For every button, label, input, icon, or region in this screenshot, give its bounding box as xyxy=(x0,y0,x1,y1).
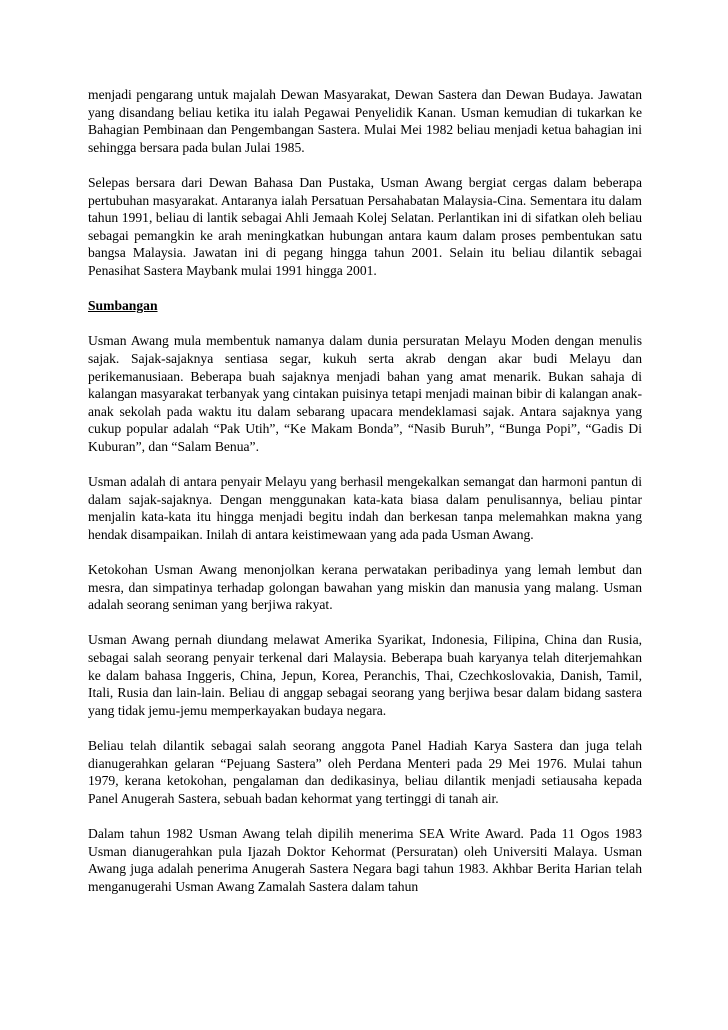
paragraph: Selepas bersara dari Dewan Bahasa Dan Pustaka, Usman Awang bergiat cergas dalam beberapa pertubuhan masyarakat. Antaranya ialah Persatuan Persahabatan Malaysia-Cina. Sementara itu dalam tahun 1991, beliau di lantik sebagai Ahli Jemaah Kolej Selatan. Perlantikan ini di sifatkan oleh beliau sebagai pemangkin ke arah meningkatkan hubungan antara kaum dalam proses pembentukan satu bangsa Malaysia. Jawatan ini di pegang hingga tahun 2001. Selain itu beliau dilantik sebagai Penasihat Sastera Maybank mulai 1991 hingga 2001. xyxy=(88,174,642,278)
paragraph: menjadi pengarang untuk majalah Dewan Masyarakat, Dewan Sastera dan Dewan Budaya. Jawatan yang disandang beliau ketika itu ialah Pegawai Penyelidik Kanan. Usman kemudian di tukarkan ke Bahagian Pembinaan dan Pengembangan Sastera. Mulai Mei 1982 beliau menjadi ketua bahagian ini sehingga bersara pada bulan Julai 1985. xyxy=(88,87,642,155)
paragraph: Dalam tahun 1982 Usman Awang telah dipilih menerima SEA Write Award. Pada 11 Ogos 1983 Usman dianugerahkan pula Ijazah Doktor Kehormat (Persuratan) oleh Universiti Malaya. Usman Awang juga adalah penerima Anugerah Sastera Negara bagi tahun 1983. Akhbar Berita Harian telah menganugerahi Usman Awang Zamalah Sastera dalam tahun xyxy=(88,825,642,894)
paragraph: Ketokohan Usman Awang menonjolkan kerana perwatakan peribadinya yang lemah lembut dan mesra, dan simpatinya terhadap golongan bawahan yang miskin dan manusia yang malang. Usman adalah seorang seniman yang berjiwa rakyat. xyxy=(88,562,642,613)
paragraph: Usman Awang mula membentuk namanya dalam dunia persuratan Melayu Moden dengan menulis sajak. Sajak-sajaknya sentiasa segar, kukuh serta akrab dengan akar budi Melayu dan perikemanusiaan. Beberapa buah sajaknya menjadi bahan yang amat menarik. Bukan sahaja di kalangan masyarakat terbanyak yang cintakan puisinya tetapi menjadi mainan bibir di kalangan anak-anak sekolah pada waktu itu dalam sebarang upacara mendeklamasi sajak. Antara sajaknya yang cukup popular adalah “Pak Utih”, “Ke Makam Bonda”, “Nasib Buruh”, “Bunga Popi”, “Gadis Di Kuburan”, dan “Salam Benua”. xyxy=(88,333,642,454)
section-heading: Sumbangan xyxy=(88,298,158,314)
paragraph: Beliau telah dilantik sebagai salah seorang anggota Panel Hadiah Karya Sastera dan juga telah dianugerahkan gelaran “Pejuang Sastera” oleh Perdana Menteri pada 29 Mei 1976. Mulai tahun 1979, kerana ketokohan, pengalaman dan dedikasinya, beliau dilantik menjadi setiausaha kepada Panel Anugerah Sastera, sebuah badan kehormat yang tertinggi di tanah air. xyxy=(88,737,642,806)
paragraph: Usman Awang pernah diundang melawat Amerika Syarikat, Indonesia, Filipina, China dan Rusia, sebagai salah seorang penyair terkenal dari Malaysia. Beberapa buah karyanya telah diterjemahkan ke dalam bahasa Inggeris, China, Jepun, Korea, Peranchis, Thai, Czechkoslovakia, Danish, Tamil, Itali, Rusia dan lain-lain. Beliau di anggap sebagai seorang yang berjiwa besar dalam bidang sastera yang tidak jemu-jemu memperkayakan budaya negara. xyxy=(88,632,642,718)
document-page xyxy=(88,86,642,913)
paragraph: Usman adalah di antara penyair Melayu yang berhasil mengekalkan semangat dan harmoni pantun di dalam sajak-sajaknya. Dengan menggunakan kata-kata biasa dalam penulisannya, beliau pintar menjalin kata-kata itu hingga menjadi begitu indah dan berkesan tanpa melemahkan makna yang hendak disampaikan. Inilah di antara keistimewaan yang ada pada Usman Awang. xyxy=(88,474,642,542)
